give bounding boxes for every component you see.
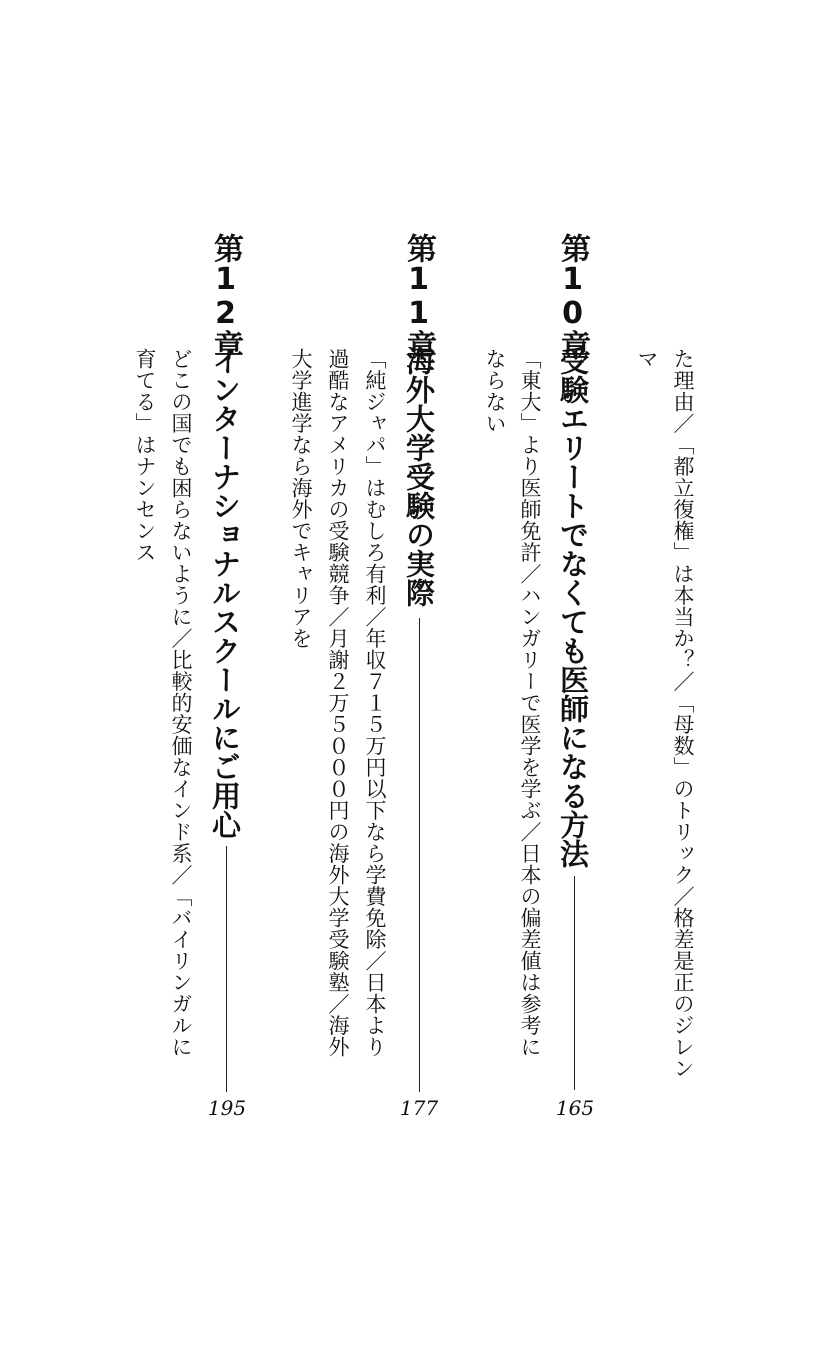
chapter-12-page-number: 195 — [207, 1096, 247, 1120]
chapter-11-subtopics-line-3: 大学進学なら海外でキャリアを — [289, 348, 313, 649]
chapter-11-number: 第11章 — [401, 233, 436, 359]
chapter-12-number: 第12章 — [208, 233, 243, 359]
chapter-10-number: 第10章 — [555, 233, 590, 359]
chapter-10-title: 受験エリートでなくても医師になる方法 — [556, 346, 590, 868]
chapter-11-subtopics-line-2: 過酷なアメリカの受験競争／月謝２万５０００円の海外大学受験塾／海外 — [326, 348, 350, 1058]
chapter-12-subtopics-line-1: どこの国でも困らないように／比較的安価なインド系／「バイリンガルに — [169, 348, 193, 1058]
chapter-12-subtopics-line-2: 育てる」はナンセンス — [133, 348, 157, 563]
chapter-11-page-number: 177 — [399, 1096, 439, 1120]
carryover-line-2: マ — [635, 348, 659, 370]
chapter-12-leader-rule — [226, 846, 227, 1092]
chapter-11-title: 海外大学受験の実際 — [402, 346, 436, 607]
chapter-12-title: インターナショナルスクールにご用心 — [208, 346, 242, 839]
chapter-11-subtopics-line-1: 「純ジャパ」はむしろ有利／年収７１５万円以下なら学費免除／日本より — [363, 348, 387, 1058]
chapter-11-leader-rule — [419, 618, 420, 1092]
chapter-10-subtopics-line-1: 「東大」より医師免許／ハンガリーで医学を学ぶ／日本の偏差値は参考に — [518, 348, 542, 1058]
chapter-10-subtopics-line-2: ならない — [483, 348, 507, 434]
chapter-10-page-number: 165 — [555, 1096, 595, 1120]
chapter-10-leader-rule — [574, 876, 575, 1090]
carryover-line-1: た理由／「都立復権」は本当か？／「母数」のトリック／格差是正のジレン — [671, 348, 695, 1079]
